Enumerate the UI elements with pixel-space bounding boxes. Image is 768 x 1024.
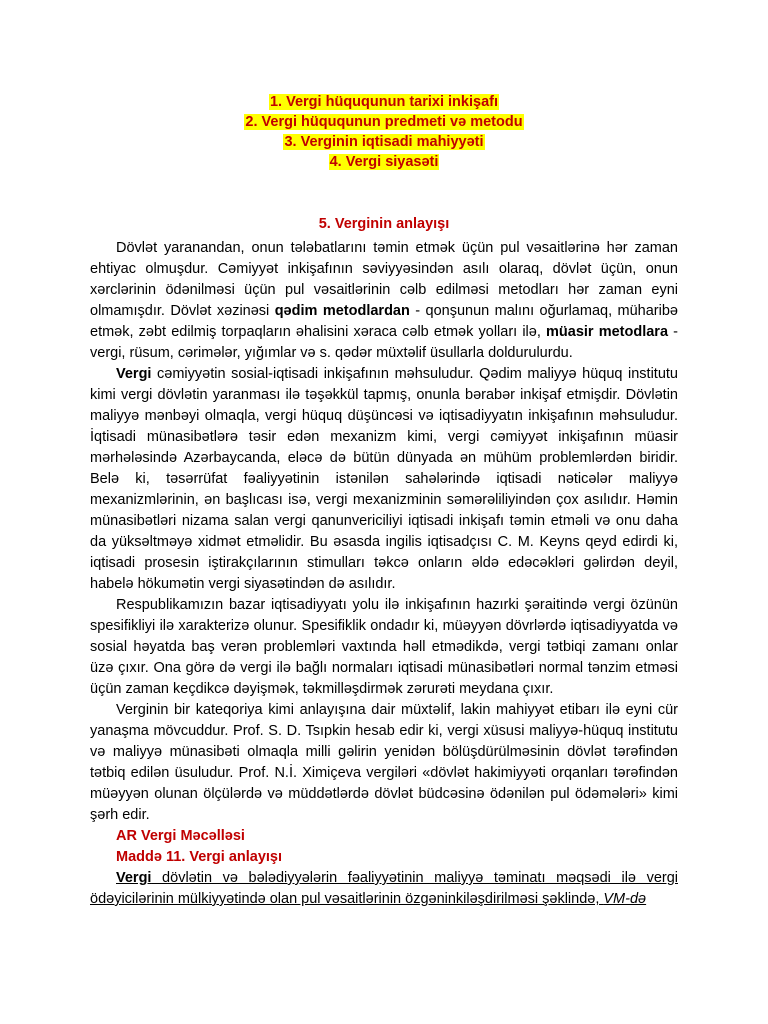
document-body <box>90 238 678 910</box>
toc-item: 4. Vergi siyasəti <box>329 154 439 170</box>
code-heading: AR Vergi Məcəlləsi <box>116 828 245 844</box>
toc-item: 2. Vergi hüququnun predmeti və metodu <box>245 114 523 130</box>
section-title: 5. Verginin anlayışı <box>318 216 450 232</box>
bold-term: Vergi <box>116 366 152 382</box>
bold-term: müasir metodlara <box>546 324 669 340</box>
toc-item: 3. Verginin iqtisadi mahiyyəti <box>284 134 484 150</box>
paragraph: Verginin bir kateqoriya kimi anlayışına dair müxtəlif, lakin mahiyyət etibarı ilə eyni cür yanaşma mövcuddur. Prof. S. D. Tsıpkin hesab edir ki, vergi xüsusi maliyyə-hüquq institutu və maliyyə münasibəti olmaqla milli gəlirin yenidən bölüşdürülməsinin dövlət tərəfindən tətbiq edilən üsuludur. Prof. N.İ. Ximiçeva vergiləri «dövlət hakimiyyəti orqanları tərəfindən müəyyən olunan ölçülərdə və müddətlərdə dövlət büdcəsinə ödənilən pul ödəmələri» kimi şərh edir. <box>90 702 678 823</box>
paragraph: Dövlət yaranandan, onun tələbatlarını təmin etmək üçün pul vəsaitlərinə hər zaman ehtiyac olmuşdur. Cəmiyyət inkişafının səviyyəsindən asılı olaraq, dövlət üçün, onun xərclərinin ödənilməsi üçün pul vəsaitlərinin cəlb edilməsi metodları hər zaman eyni olmamışdır. Dövlət xəzinəsi qədim metodlardan - qonşunun malını oğurlamaq, müharibə etmək, zəbt edilmiş torpaqların əhalisini xəraca cəlb etmək yolları ilə, müasir metodlara - vergi, rüsum, cərimələr, yığımlar və s. qədər müxtəlif üsullarla doldurulurdu. <box>90 240 678 361</box>
toc-item: 1. Vergi hüququnun tarixi inkişafı <box>269 94 498 110</box>
paragraph: Vergi cəmiyyətin sosial-iqtisadi inkişafının məhsuludur. Qədim maliyyə hüquq institutu kimi vergi dövlətin yaranması ilə təşəkkül tapmış, onunla bərabər inkişaf etmişdir. Dövlətin maliyyə mənbəyi olmaqla, vergi hüquq düşüncəsi və iqtisadiyyatın inkişafının məhsuludur. İqtisadi münasibətlərə təsir edən mexanizm kimi, vergi cəmiyyət inkişafının müasir mərhələsində Azərbaycanda, eləcə də bütün dünyada ən mühüm problemlərdən biridir. Belə ki, təsərrüfat fəaliyyətinin istənilən sahələrində iqtisadi nəticələr maliyyə mexanizmlərinin, ən başlıcası isə, vergi mexanizminin səmərəliliyindən çox asılıdır. Həmin münasibətləri nizama salan vergi qanunvericiliyi iqtisadi inkişafı təmin etməli və onu daha da yüksəltməyə xidmət etməlidir. Bu əsasda ingilis iqtisadçısı C. M. Keyns qeyd edirdi ki, iqtisadi prosesin iştirakçılarının stimulları təkcə onların əldə edəcəkləri gəlirdən deyil, habelə hökumətin vergi siyasətindən də asılıdır. <box>90 366 678 592</box>
article-heading: Maddə 11. Vergi anlayışı <box>116 849 283 865</box>
paragraph: Vergi dövlətin və bələdiyyələrin fəaliyyətinin maliyyə təminatı məqsədi ilə vergi ödəyicilərinin mülkiyyətində olan pul vəsaitlərinin özgəninkiləşdirilməsi şəklində, VM-də <box>90 870 678 907</box>
paragraph: Respublikamızın bazar iqtisadiyyatı yolu ilə inkişafının hazırki şəraitində vergi özünün spesifikliyi ilə xarakterizə olunur. Spesifiklik ondadır ki, müəyyən dövrlərdə iqtisadiyyatda və sosial həyatda baş verən problemləri vaxtında həll etmədikdə, vergi tətbiqi zamanı onlar üzə çıxır. Ona görə də vergi ilə bağlı normaları iqtisadi münasibətləri normal tənzim etməsi üçün zaman keçdikcə dəyişmək, təkmilləşdirmək zərurəti meydana çıxır. <box>90 597 678 697</box>
table-of-contents <box>0 92 768 172</box>
bold-term: qədim metodlardan <box>274 303 410 319</box>
bold-term: Vergi <box>116 870 152 886</box>
